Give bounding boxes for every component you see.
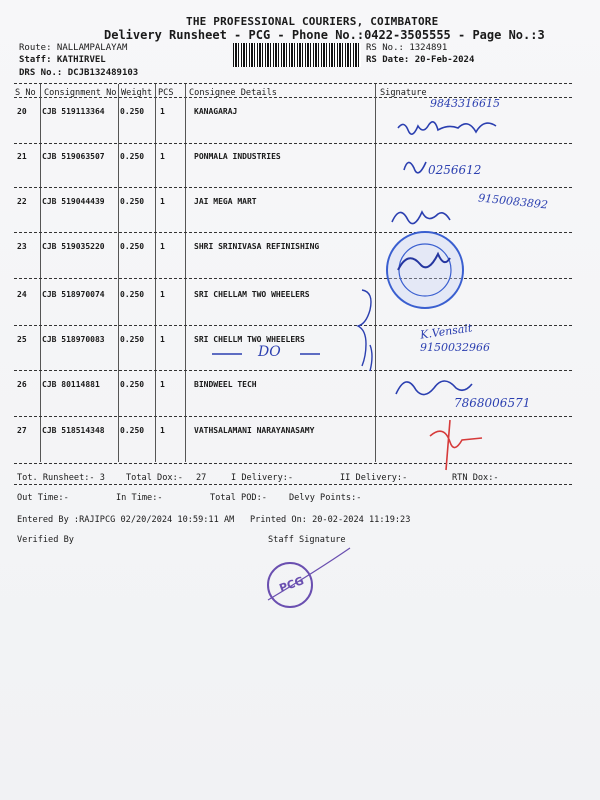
- table-row-consignment: CJB 519044439: [42, 197, 105, 206]
- ii-delivery: II Delivery:-: [340, 473, 408, 483]
- table-row-sno: 25: [17, 335, 27, 344]
- table-row-weight: 0.250: [120, 242, 145, 251]
- handwritten-phone: 9150032966: [420, 341, 490, 354]
- verified-by: Verified By: [17, 535, 74, 545]
- rs-number: RS No.: 1324891: [366, 43, 448, 53]
- total-dox-value: 27: [196, 473, 207, 483]
- table-row-weight: 0.250: [120, 335, 145, 344]
- drs-number: DRS No.: DCJB132489103: [19, 68, 139, 78]
- table-row-consignment: CJB 519035220: [42, 242, 105, 251]
- table-row-sno: 20: [17, 107, 27, 116]
- handwritten-phone: 7868006571: [454, 396, 531, 410]
- pcg-stamp: [268, 548, 350, 607]
- round-stamp: [387, 232, 463, 308]
- table-row-consignment: CJB 519063507: [42, 152, 105, 161]
- staff-signature-label: Staff Signature: [268, 535, 346, 545]
- signature-scribble: [398, 122, 496, 134]
- table-row-weight: 0.250: [120, 197, 145, 206]
- table-row-weight: 0.250: [120, 290, 145, 299]
- table-row-consignee: SRI CHELLM TWO WHEELERS: [194, 335, 305, 344]
- red-signature: [430, 420, 482, 470]
- table-row-sno: 23: [17, 242, 27, 251]
- table-row-weight: 0.250: [120, 426, 145, 435]
- i-delivery: I Delivery:-: [231, 473, 294, 483]
- table-row-sno: 26: [17, 380, 27, 389]
- table-row-sno: 21: [17, 152, 27, 161]
- table-row-pcs: 1: [160, 426, 165, 435]
- company-title: THE PROFESSIONAL COURIERS, COIMBATORE: [186, 15, 439, 28]
- table-row-pcs: 1: [160, 152, 165, 161]
- table-row-consignment: CJB 518514348: [42, 426, 105, 435]
- col-header-signature: Signature: [380, 88, 427, 98]
- table-row-weight: 0.250: [120, 380, 145, 389]
- pcg-stamp-text: PCG: [277, 574, 306, 595]
- handwritten-do-note: DO: [258, 344, 281, 360]
- table-row-weight: 0.250: [120, 107, 145, 116]
- staff-label: Staff: KATHIRVEL: [19, 55, 106, 65]
- table-row-consignee: PONMALA INDUSTRIES: [194, 152, 281, 161]
- table-row-consignment: CJB 519113364: [42, 107, 105, 116]
- table-row-pcs: 1: [160, 197, 165, 206]
- entered-by: Entered By :RAJIPCG 02/20/2024 10:59:11 AM: [17, 515, 235, 525]
- signature-scribble: [404, 162, 426, 173]
- delvy-points: Delvy Points:-: [289, 493, 362, 503]
- col-header-consignment: Consignment No: [44, 88, 117, 98]
- in-time: In Time:-: [116, 493, 163, 503]
- col-header-pcs: PCS: [158, 88, 174, 98]
- col-header-consignee: Consignee Details: [189, 88, 277, 98]
- handwritten-phone: 0256612: [428, 163, 482, 177]
- table-row-pcs: 1: [160, 380, 165, 389]
- printed-on: Printed On: 20-02-2024 11:19:23: [250, 515, 411, 525]
- rs-date: RS Date: 20-Feb-2024: [366, 55, 475, 65]
- table-row-sno: 27: [17, 426, 27, 435]
- total-dox-label: Total Dox:-: [126, 473, 183, 483]
- route-label: Route: NALLAMPALAYAM: [19, 43, 128, 53]
- total-runsheet: Tot. Runsheet:- 3: [17, 473, 105, 483]
- table-row-consignee: KANAGARAJ: [194, 107, 238, 116]
- table-row-consignment: CJB 80114881: [42, 380, 100, 389]
- bracket-mark: [358, 290, 371, 366]
- table-row-sno: 24: [17, 290, 27, 299]
- table-row-pcs: 1: [160, 242, 165, 251]
- signature-scribble: [392, 212, 450, 224]
- runsheet-title: Delivery Runsheet - PCG - Phone No.:0422-3505555 - Page No.:3: [104, 28, 545, 42]
- signature-scribble: [396, 381, 472, 395]
- handwritten-phone: 9843316615: [430, 97, 500, 110]
- table-row-consignee: SRI CHELLAM TWO WHEELERS: [194, 290, 310, 299]
- table-row-consignee: BINDWEEL TECH: [194, 380, 257, 389]
- table-row-weight: 0.250: [120, 152, 145, 161]
- table-row-consignee: VATHSALAMANI NARAYANASAMY: [194, 426, 315, 435]
- rtn-dox: RTN Dox:-: [452, 473, 499, 483]
- total-pod: Total POD:-: [210, 493, 267, 503]
- col-header-weight: Weight: [121, 88, 153, 98]
- table-row-pcs: 1: [160, 290, 165, 299]
- handwritten-name: K.Vensait: [419, 321, 474, 342]
- table-row-consignment: CJB 518970083: [42, 335, 105, 344]
- table-row-pcs: 1: [160, 335, 165, 344]
- col-header-sno: S No: [15, 88, 36, 98]
- table-row-consignment: CJB 518970074: [42, 290, 105, 299]
- bracket-mark: [370, 345, 372, 371]
- table-row-sno: 22: [17, 197, 27, 206]
- table-row-pcs: 1: [160, 107, 165, 116]
- out-time: Out Time:-: [17, 493, 69, 503]
- table-row-consignee: SHRI SRINIVASA REFINISHING: [194, 242, 320, 251]
- table-row-consignee: JAI MEGA MART: [194, 197, 257, 206]
- handwritten-phone: 9150083892: [477, 191, 549, 212]
